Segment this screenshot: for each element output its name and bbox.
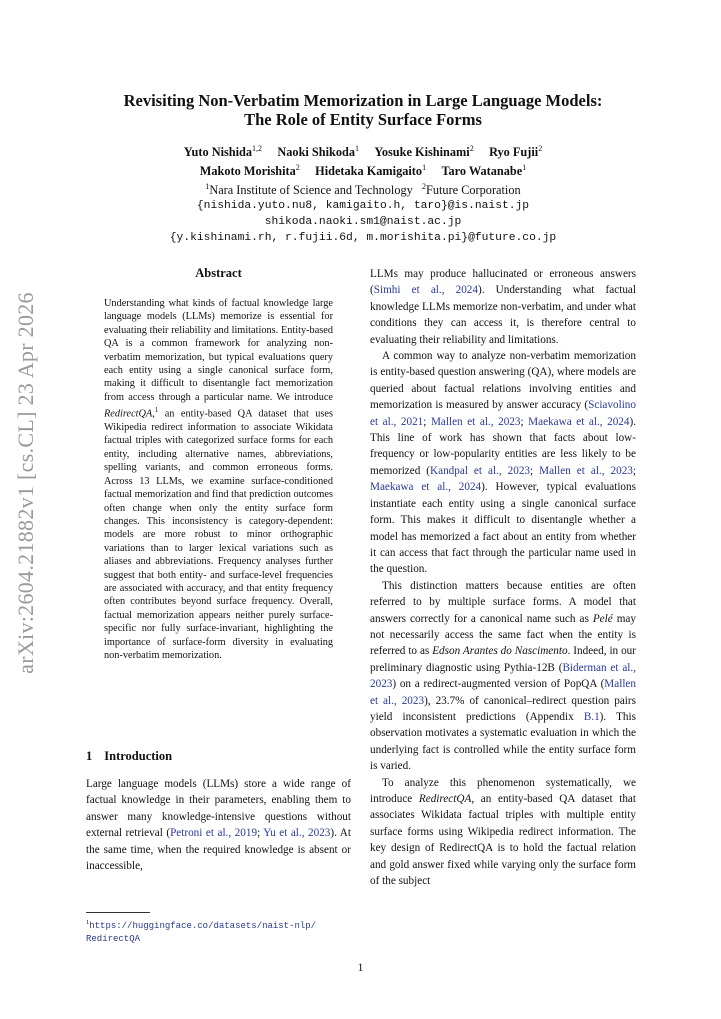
abstract-heading: Abstract [195,266,242,280]
author-name: Hidetaka Kamigaito [315,164,423,179]
author-name: Naoki Shikoda [277,145,355,160]
author-name: Ryo Fujii [489,145,539,160]
introduction-text: Large language models (LLMs) store a wide range of factual knowledge in their parameters, enabling them to answer many knowledge-intensive questions without external retrieval (Petroni et al., 2019; Yu et al., 2023). At the same time, when the required knowledge is absent or inaccessible, [86,778,351,873]
footnote-number: 1 [86,919,90,926]
section-title: Introduction [104,749,173,763]
page-number: 1 [357,962,364,974]
citation-link[interactable]: Maekawa et al., 2024 [370,481,482,494]
paragraph: To analyze this phenomenon systematically, we introduce RedirectQA, an entity-based QA dataset that associates Wikidata factual triples with multiple entity surface forms using Wikipedia redirect information. The key design of RedirectQA is to hold the factual relation and gold answer fixed while varying only the surface form of the subject [370,776,636,888]
citation-link[interactable]: Petroni et al., 2019 [170,827,258,840]
email-line-3: {y.kishinami.rh, r.fujii.6d, m.morishita.pi}@future.co.jp [169,232,557,245]
affiliations: $^1$Nara Institute of Science and Technology $^2$Future Corporation [205,182,521,198]
paragraph: This distinction matters because entities are often referred to by multiple surface forms. A model that answers correctly for a canonical name such as Pelé may not necessarily access the same fact when the entity is referred to as Edson Arantes do Nascimento. Indeed, in our preliminary diagnostic using Pythia-12B (Biderman et al., 2023) on a redirect-augmented version of PopQA (Mallen et al., 2023), 23.7% of canonical–redirect question pairs yield inconsistent predictions (Appendix B.1). This observation motivates a systematic evaluation in which the underlying fact is controlled while the entity surface form is varied. [370,579,636,773]
paper-title [85,91,641,129]
entity-example: Pelé [592,612,613,625]
citation-link[interactable]: Biderman et al., 2023 [370,661,636,691]
citation-link[interactable]: Sciavolino et al., 2021 [370,399,636,428]
citation-link[interactable]: Mallen et al., 2023 [430,415,521,428]
abstract-text: Understanding what kinds of factual knowledge large language models (LLMs) memorize is essential for evaluating their reliability and limitations. Entity-based QA is a common framework for analyzing non-verbatim memorization, but typical evaluations query each entity using a single canonical surface form, making it difficult to disentangle fact memorization from access through a particular name. We introduce RedirectQA,$^1$ an entity-based QA dataset that uses Wikipedia redirect information to associate Wikidata factual triples with categorized surface forms for each entity, including alternative names, abbreviations, spelling variants, and common erroneous forms. Across 13 LLMs, we examine surface-conditioned factual memorization and find that prediction outcomes often change when only the entity surface form changes. This inconsistency is category-dependent: models are more robust to minor orthographic variations than to larger lexical variations such as aliases and abbreviations. Frequency analyses further suggest that both entity- and surface-level frequencies are associated with accuracy, and that entity frequency often contributes beyond surface frequency. Overall, factual memorization appears neither purely surface-specific nor fully surface-invariant, highlighting the importance of surface-form diversity in evaluating non-verbatim memorization. [104,298,333,661]
footnote-mark: 1 [154,406,159,415]
citation-link[interactable]: Mallen et al., 2023 [370,678,636,707]
entity-example: Edson Arantes do Nascimento [432,645,568,658]
author-name: Yosuke Kishinami [374,145,470,160]
section-heading-introduction [86,749,172,764]
arxiv-identifier: arXiv:2604.21882v1 [cs.CL] 23 Apr 2026 [13,291,39,674]
appendix-link[interactable]: B.1 [583,710,600,723]
footnote-url[interactable]: https://huggingface.co/datasets/naist-nlp/ [89,921,317,931]
citation-link[interactable]: Kandpal et al., 2023 [430,464,531,477]
dataset-name: RedirectQA [104,408,153,420]
paragraph: A common way to analyze non-verbatim memorization is entity-based question answering (QA), where models are queried about factual relations involving entities and memorization is measured by answer accuracy (Sciavolino et al., 2021; Mallen et al., 2023; Maekawa et al., 2024). This line of work has shown that facts about low-frequency or low-popularity entities are less likely to be memorized (Kandpal et al., 2023; Mallen et al., 2023; Maekawa et al., 2024). However, typical evaluations instantiate each entity using a single canonical surface form. This makes it difficult to disentangle whether a model has memorized a fact about an entity from whether it can access that fact through the particular name used in the question. [370,350,637,576]
left-column [86,266,351,662]
affiliation-1: Nara Institute of Science and Technology [209,183,413,198]
citation-link[interactable]: Yu et al., 2023 [263,827,331,840]
citation-link[interactable]: Mallen et al., 2023 [539,464,633,477]
email-line-2: shikoda.naoki.sm1@naist.ac.jp [264,216,462,229]
author-name: Makoto Morishita [199,164,296,179]
authors-row-2: Makoto Morishita$^2$ Hidetaka Kamigaito$^1$ Taro Watanabe$^1$ [199,163,527,179]
right-column [370,266,636,889]
email-line-1: {nishida.yuto.nu8, kamigaito.h, taro}@is.naist.jp [196,200,530,213]
arxiv-sidebar [2,290,50,675]
paragraph: LLMs may produce hallucinated or erroneous answers (Simhi et al., 2024). Understanding what factual knowledge LLMs memorize non-verbatim, and under what conditions they can access it, is therefore central to evaluating their reliability and limitations. [370,268,636,346]
dataset-name: RedirectQA [418,793,472,805]
title-line-1: Revisiting Non-Verbatim Memorization in Large Language Models: [123,91,603,110]
footnote-url-continued[interactable]: RedirectQA [86,934,141,944]
author-name: Taro Watanabe [441,164,523,179]
authors-row-1: Yuto Nishida$^{1,2}$ Naoki Shikoda$^1$ Yosuke Kishinami$^2$ Ryo Fujii$^2$ [183,144,543,160]
citation-link[interactable]: Maekawa et al., 2024 [528,415,630,428]
footnote [86,917,351,945]
title-line-2: The Role of Entity Surface Forms [244,110,482,129]
section-number: 1 [86,749,93,763]
footnote-divider [86,912,150,913]
author-block [85,141,641,246]
citation-link[interactable]: Simhi et al., 2024 [373,284,478,297]
affiliation-2: Future Corporation [426,183,521,198]
author-name: Yuto Nishida [183,145,253,160]
